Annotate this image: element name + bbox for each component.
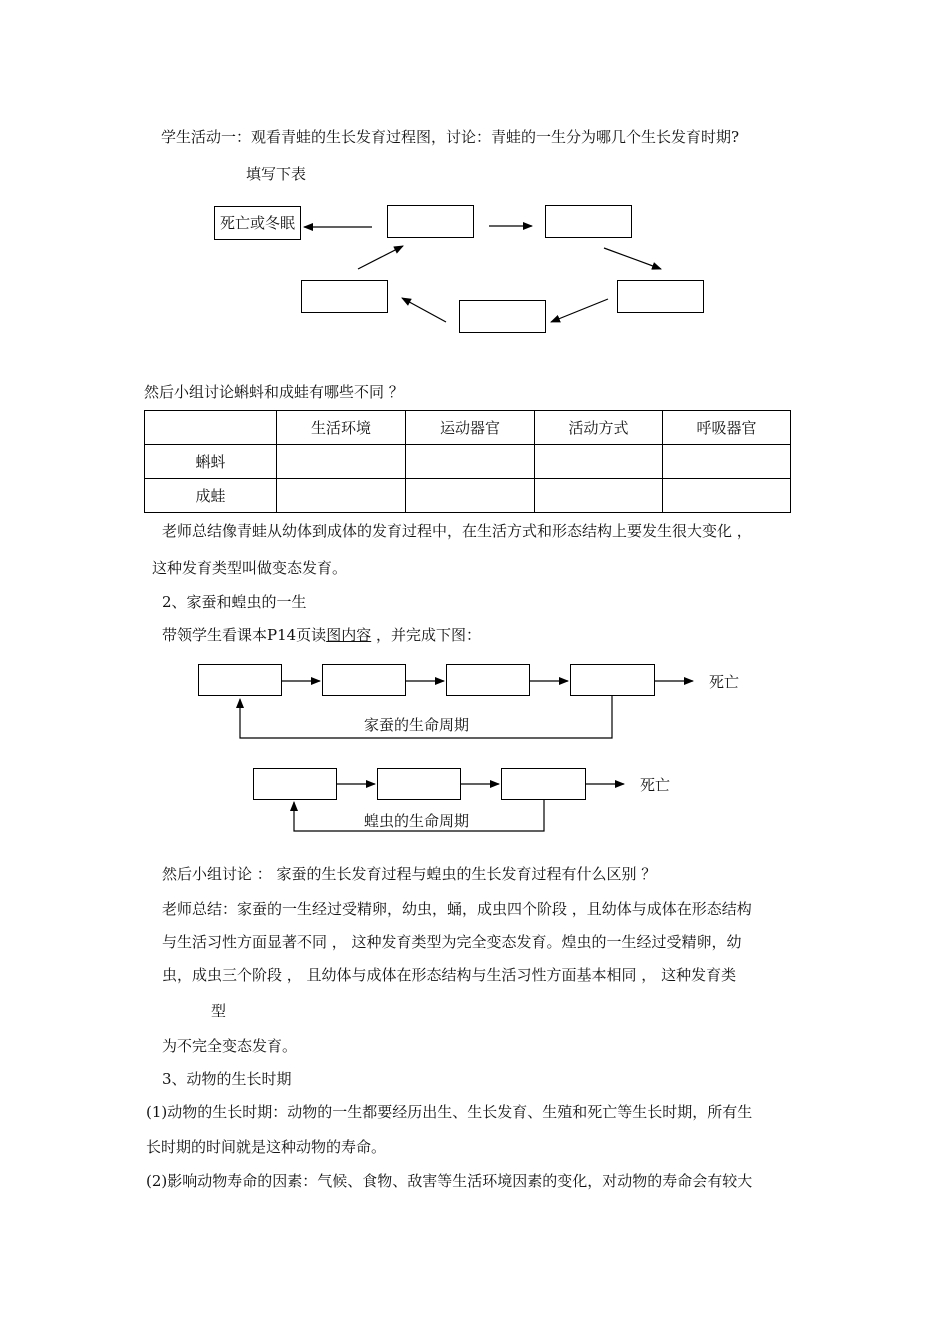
table-cell[interactable] <box>406 479 535 513</box>
frog-stage-box-1[interactable] <box>387 205 474 238</box>
locust-death-label: 死亡 <box>640 776 671 794</box>
table-cell[interactable] <box>406 445 535 479</box>
table-header-cell <box>145 411 277 445</box>
silkworm-cycle-label: 家蚕的生命周期 <box>364 716 470 734</box>
section-3-item1-line1: (1)动物的生长时期：动物的一生都要经历出生、生长发育、生殖和死亡等生长时期，所有生 <box>146 1103 753 1121</box>
instruction-prefix: 带领学生看课本P14页读 <box>162 626 327 644</box>
section-2-instruction <box>162 625 481 645</box>
silkworm-stage-box-4[interactable] <box>570 664 655 696</box>
table-cell[interactable] <box>277 445 406 479</box>
section-3-item2-line1: (2)影响动物寿命的因素：气候、食物、敌害等生活环境因素的变化，对动物的寿命会有较大 <box>146 1172 753 1190</box>
frog-stage-box-3[interactable] <box>617 280 704 313</box>
tadpole-frog-comparison-table <box>144 410 791 513</box>
table-cell[interactable] <box>277 479 406 513</box>
table-header-cell: 呼吸器官 <box>663 411 791 445</box>
discussion-prompt: 然后小组讨论蝌蚪和成蛙有哪些不同 ？ <box>144 383 404 401</box>
teacher-summary-2-line5: 为不完全变态发育。 <box>162 1037 298 1055</box>
fill-instruction: 填写下表 <box>246 165 307 183</box>
silkworm-stage-box-1[interactable] <box>198 664 282 696</box>
locust-stage-box-3[interactable] <box>501 768 586 800</box>
figure-content-link[interactable]: 图内容 <box>326 626 372 644</box>
arrow-bottom-left <box>402 298 446 322</box>
discussion-2: 然后小组讨论 ： 家蚕的生长发育过程与蝗虫的生长发育过程有什么区别 ？ <box>162 865 657 883</box>
table-cell[interactable] <box>535 445 663 479</box>
teacher-summary-2-line2: 与生活习性方面显著不同 ， 这种发育类型为完全变态发育。煌虫的一生经过受精卵，幼 <box>162 933 742 951</box>
silkworm-death-label: 死亡 <box>709 673 740 691</box>
silkworm-stage-box-3[interactable] <box>446 664 530 696</box>
arrow-bottom-right <box>551 299 608 322</box>
locust-stage-box-2[interactable] <box>377 768 461 800</box>
section-2-heading: 2、家蚕和蝗虫的一生 <box>162 593 307 611</box>
table-cell[interactable] <box>663 479 791 513</box>
silkworm-stage-box-2[interactable] <box>322 664 406 696</box>
section-3-heading: 3、动物的生长时期 <box>162 1070 292 1088</box>
teacher-summary-2-line4: 型 <box>211 1002 227 1020</box>
table-header-cell: 生活环境 <box>277 411 406 445</box>
teacher-summary-2-line3: 虫，成虫三个阶段 ， 且幼体与成体在形态结构与生活习性方面基本相同 ， 这种发育类 <box>162 966 737 984</box>
arrow-right-down <box>604 248 661 269</box>
arrow-left-up <box>358 246 403 269</box>
teacher-summary-1-line1: 老师总结像青蛙从幼体到成体的发育过程中，在生活方式和形态结构上要发生很大变化 ， <box>162 522 752 540</box>
locust-stage-box-1[interactable] <box>253 768 337 800</box>
locust-cycle-label: 蝗虫的生命周期 <box>364 812 470 830</box>
activity-intro: 学生活动一：观看青蛙的生长发育过程图，讨论：青蛙的一生分为哪几个生长发育时期? <box>161 128 740 146</box>
table-cell[interactable] <box>663 445 791 479</box>
frog-stage-box-4[interactable] <box>459 300 546 333</box>
row-label: 成蛙 <box>145 479 277 513</box>
frog-stage-box-2[interactable] <box>545 205 632 238</box>
teacher-summary-1-line2: 这种发育类型叫做变态发育。 <box>152 559 348 577</box>
instruction-suffix: ，并完成下图： <box>371 626 481 644</box>
table-header-cell: 活动方式 <box>535 411 663 445</box>
section-3-item1-line2: 长时期的时间就是这种动物的寿命。 <box>146 1138 387 1156</box>
death-or-hibernation-box: 死亡或冬眠 <box>214 206 301 240</box>
table-cell[interactable] <box>535 479 663 513</box>
table-row <box>145 479 791 513</box>
teacher-summary-2-line1: 老师总结：家蚕的一生经过受精卵，幼虫，蛹，成虫四个阶段 ，且幼体与成体在形态结构 <box>162 900 752 918</box>
table-row <box>145 445 791 479</box>
row-label: 蝌蚪 <box>145 445 277 479</box>
frog-stage-box-5[interactable] <box>301 280 388 313</box>
table-header-cell: 运动器官 <box>406 411 535 445</box>
table-header-row <box>145 411 791 445</box>
